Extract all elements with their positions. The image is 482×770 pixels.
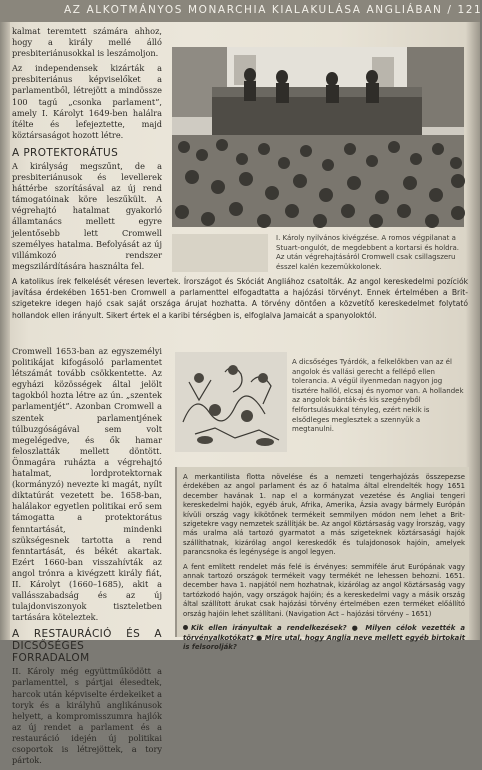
left-column-bottom	[12, 346, 162, 770]
band-ireland	[12, 276, 468, 321]
bullet-icon	[183, 625, 188, 630]
book-spine	[0, 0, 10, 640]
heading-restoration: A RESTAURÁCIÓ ÉS A DICSŐSÉGES FORRADALOM	[12, 628, 162, 665]
running-header	[0, 0, 480, 22]
paragraph-ireland-navigation: A katolikus írek felkelését véresen levertek. Írországot és Skóciát Angliához csatolták. Az angol kereskedelmi pozíciók javítása érdekében 1651-ben Cromwell a parlamenttel elfogadtatta a hajózási törvényt. Ennek értelmében a Brit-szigetekre idegen hajó csak saját országa árujat hozhatta. A törvény döntően a közvetítő kereskedelmet folytató hollandok ellen irányult. Sikert értek el a karibi térségben is, elfoglalva Jamaicát a spanyoloktól.	[12, 277, 468, 320]
source-box-navigation-act	[175, 467, 469, 651]
paragraph-restoration: II. Károly még együttműködött a parlamenttel, s pártjai élesedtek, harcok után képviselte érdekeiket a toryk és a királyhű anglikánusok helyett, a kompromisszumra hajlók az új rendet a parlament és a restauráció idején új politikai csoportok is létrejöttek, a tory pártok.	[12, 666, 162, 766]
photo-cartoon	[175, 352, 287, 452]
source-citation: (Navigation Act – hajózási törvény – 1651)	[285, 609, 432, 618]
paragraph-rump-parliament: Az independensek kizárták a presbiteriánus képviselőket a parlamentből, létrejött a mindössze 100 tagú „csonka parlament”, amely I. Károlyt 1649-ben halálra ítélte és lefejeztette, majd köztársaságot hozott létre.	[12, 63, 162, 140]
header-separator: /	[447, 4, 458, 16]
page-number: 121	[457, 4, 482, 16]
paragraph-cromwell: Cromwell 1653-ban az egyszemélyi politikájat kifogásoló parlamentet létszámát tovább csökkentette. Az egyházi közösségek által jelölt tagokból hozta létre az ún. „szentek parlamentjét”. Azonban Cromwell a szentek parlamentjének túlbuzgóságával sem volt megelégedve, és ők hamar feloszlatták mellett döntött. Önmagára ruházta a végrehajtó hatalmat, lordprotektornak (kormányzó) nevezte ki magát, nyílt diktatúrát vezetett be. 1658-ban, halálakor egyetlen politikai erő sem támogatta a protektorátus fenntartását, mindenki szükségesnek tartotta a rend fenntartását, és békét akartak. Ezért 1660-ban visszahívták az angol trónra a kivégzett király fiát, II. Károlyt (1660–1685), akit a vallásszabadság és az új tulajdonviszonyok tiszteletben tartására köteleztek.	[12, 346, 162, 623]
source-text-1: A merkantilista flotta növelése és a nemzeti tengerhajózás összepezse érdekében az angol parlament és az ő hatalma által elrendelték hogy 1651 december havának 1. nap el a kormányzat vezetése és Angliai tengeri kereskedelmi hajók, egyéb áruk, Afrika, Amerika, Ázsia avagy bármely Európán kívüli ország vagy kikötőnek termékeit semmilyen módon nem lehet a Brit-szigetekre vagy nemzetek szállítják be. Az angol Köztársaság vagy Írország, vagy más uralma alá tartozó gyarmatot a más szigeteknek köztársasági hajók szállíthatnak, kizárólag angol kereskedők és tulajdonosok hajóin, amelyek parancsnoka és legénysége is angol legyen.	[183, 473, 465, 557]
execution-engraving	[172, 47, 464, 227]
paragraph-intro: kalmat teremtett számára ahhoz, hogy a király mellé álló presbiteriánusokkal is leszámoljon.	[12, 26, 162, 59]
caption-execution: I. Károly nyilvános kivégzése. A romos végpilanat a Stuart-ongulót, de megdebbent a kortarsi és holdra. Az után végrehajtásáról Cromwell csak csillagszeru ésszel kalén kezemükkolonek.	[276, 234, 459, 271]
source-questions: Kik ellen irányultak a rendelkezések? ● Milyen célok vezették a törvényalkotókat? ● Mire utal, hogy Anglia neve mellett egyéb birtokait is felsorolják?	[183, 624, 465, 651]
source-text-2: A fent említett rendelet más felé is érvényes: semmiféle árut Európának vagy annak tartozó országok termékeit vagy termékét ne lehessen behozni. 1651. december hava 1. napjától nem hozhatnak, kizárólag az angol Köztársaság vagy tartózkodó hajón, vagy országok hajóin; és a kereskedelmi vagy a másik ország által szállított árukat csak hajózási törvény értelmében ezen terméket előállító ország hajóin lehet szállítani. (Navigation Act – hajózási törvény – 1651)	[183, 562, 465, 618]
caption-spacer	[172, 234, 268, 272]
cartoon-engraving	[175, 352, 287, 452]
photo-execution	[172, 47, 464, 227]
paragraph-protectorate: A királyság megszűnt, de a presbiteriánusok és levellerek háttérbe szorításával az új rend támogatóinak köre leszűkült. A végrehajtó hatalmat gyakorló államtanács mellett egyre jelentősebb lett Cromwell személyes hatalma. Befolyását az új villámkozó rendszer megszilárdítására használta fel.	[12, 160, 162, 271]
running-title: AZ ALKOTMÁNYOS MONARCHIA KIALAKULÁSA ANGLIÁBAN	[64, 4, 443, 16]
caption-cartoon: A dicsőséges Tyárdók, a felkelőkben van az él angolok és vallási gerecht a fellépő ellen tolerancia. A végül ilyenmedan nagyon jog tisztére hallól, elcsaj és nyomor van. A hollandek az angolok bánták-és kis szegényből felfortsulásukkal tényleg, ezért nekik is elsődleges meglesztek a szennyük a megtanulni.	[292, 358, 464, 434]
heading-protectorate: A PROTEKTORÁTUS	[12, 146, 119, 159]
left-column-top	[12, 26, 162, 276]
